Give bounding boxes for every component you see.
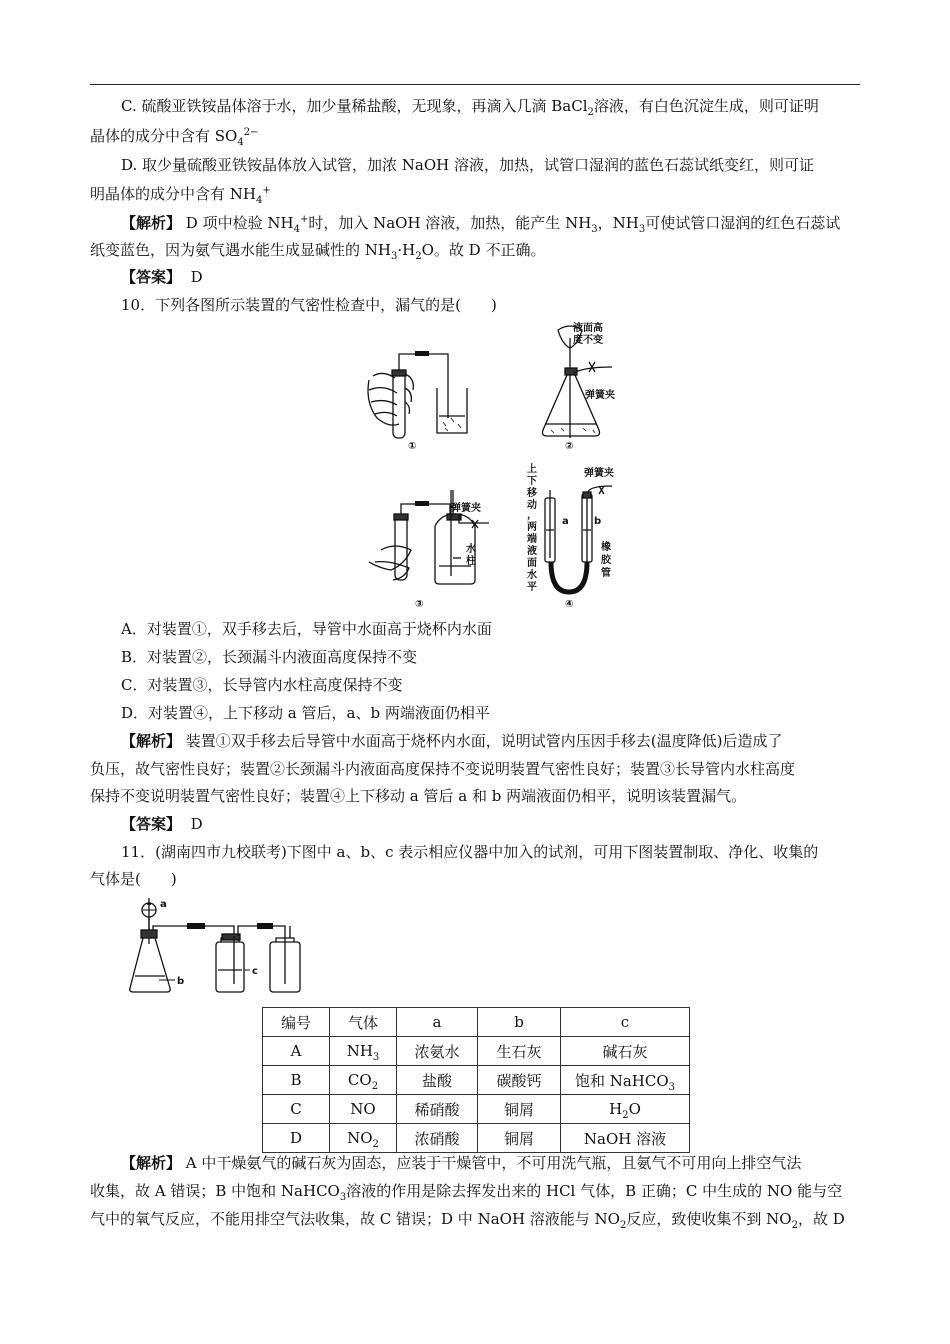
svg-text:端: 端 bbox=[527, 534, 537, 545]
q11-analysis-line1: 【解析】 A 中干燥氨气的碱石灰为固态，应装于干燥管中，不可用洗气瓶，且氨气不可用向上排空气法 bbox=[121, 1154, 802, 1172]
fig3-clip: 弹簧夹 bbox=[451, 503, 481, 514]
svg-text:水: 水 bbox=[527, 570, 537, 581]
svg-text:平: 平 bbox=[527, 582, 537, 593]
q11-stem-line1: 11．(湖南四市九校联考)下图中 a、b、c 表示相应仪器中加入的试剂，可用下图装置制取、净化、收集的 bbox=[121, 843, 819, 861]
q11-apparatus-figure bbox=[125, 896, 310, 998]
q9-analysis-line1: 【解析】 D 项中检验 $NH_4^+$时，加入 NaOH 溶液，加热，能产生 $NH_3$，$NH_3$可使试管口湿润的红色石蕊试 bbox=[121, 214, 841, 235]
fig4-rubber-text bbox=[601, 540, 612, 579]
table-row: A $NH_3$ 浓氨水 生石灰 碱石灰 bbox=[263, 1037, 690, 1066]
svg-text:胶: 胶 bbox=[601, 555, 611, 566]
svg-text:动: 动 bbox=[527, 500, 537, 511]
q11-fig-a: a bbox=[160, 899, 167, 910]
table-row: B $CO_2$ 盐酸 碳酸钙 饱和 NaHCO$_3$ bbox=[263, 1066, 690, 1095]
th-c: c bbox=[561, 1008, 690, 1037]
fig2-clip: 弹簧夹 bbox=[585, 390, 615, 401]
q10-stem: 10．下列各图所示装置的气密性检查中，漏气的是( ) bbox=[121, 296, 497, 314]
q10-option-a: A．对装置①，双手移去后，导管中水面高于烧杯内水面 bbox=[121, 620, 492, 638]
q10-analysis-line2: 负压，故气密性良好；装置②长颈漏斗内液面高度保持不变说明装置气密性良好；装置③长导管内水柱高度 bbox=[90, 760, 796, 778]
q11-options-table bbox=[262, 1007, 690, 1153]
q11-fig-b: b bbox=[177, 976, 185, 987]
fig1-label: ① bbox=[408, 441, 417, 452]
table-row: C NO 稀硝酸 铜屑 $H_2O$ bbox=[263, 1095, 690, 1124]
svg-text:，: ， bbox=[527, 510, 537, 521]
fig4-b: b bbox=[594, 516, 602, 527]
svg-text:两: 两 bbox=[527, 522, 537, 533]
q10-option-c: C．对装置③，长导管内水柱高度保持不变 bbox=[121, 676, 403, 694]
q10-analysis-line3: 保持不变说明装置气密性良好；装置④上下移动 a 管后 a 和 b 两端液面仍相平，说明该装置漏气。 bbox=[90, 787, 747, 805]
q11-analysis-line2: 收集，故 A 错误；B 中饱和 NaHCO$_3$溶液的作用是除去挥发出来的 HCl 气体，B 正确；C 中生成的 NO 能与空 bbox=[90, 1182, 843, 1203]
q11-analysis-line3: 气中的氧气反应，不能用排空气法收集，故 C 错误；D 中 NaOH 溶液能与 $NO_2$反应，致使收集不到 $NO_2$，故 D bbox=[90, 1210, 845, 1231]
q10-analysis-line1: 【解析】 装置①双手移去后导管中水面高于烧杯内水面，说明试管内压因手移去(温度降低)后造成了 bbox=[121, 732, 783, 750]
th-id: 编号 bbox=[263, 1008, 330, 1037]
q11-stem-line2: 气体是( ) bbox=[90, 870, 177, 888]
fig2-label: ② bbox=[565, 441, 574, 452]
fig2-note-1: 液面高 bbox=[573, 323, 603, 334]
svg-text:液: 液 bbox=[527, 546, 537, 557]
fig4-clip: 弹簧夹 bbox=[584, 468, 614, 479]
q9-option-c-line1: C. 硫酸亚铁铵晶体溶于水，加少量稀盐酸，无现象，再滴入几滴 BaCl$_2$溶液，有白色沉淀生成，则可证明 bbox=[121, 97, 819, 118]
table-header-row bbox=[263, 1008, 690, 1037]
svg-text:移: 移 bbox=[527, 488, 537, 499]
q10-option-b: B．对装置②，长颈漏斗内液面高度保持不变 bbox=[121, 648, 418, 666]
fig4-a: a bbox=[562, 516, 569, 527]
svg-text:面: 面 bbox=[527, 558, 537, 569]
q10-answer: 【答案】 D bbox=[121, 815, 203, 833]
fig4-label: ④ bbox=[565, 599, 574, 610]
header-rule bbox=[90, 84, 860, 85]
svg-text:下: 下 bbox=[527, 476, 537, 487]
svg-text:上: 上 bbox=[527, 464, 537, 475]
th-b: b bbox=[478, 1008, 561, 1037]
q9-answer: 【答案】 D bbox=[121, 268, 203, 286]
fig3-water-2: 柱 bbox=[466, 556, 476, 567]
q9-option-d-line2: 明晶体的成分中含有 $NH_4^+$ bbox=[90, 185, 271, 206]
q10-apparatus-figure bbox=[355, 318, 635, 610]
fig3-water-1: 水 bbox=[466, 544, 476, 555]
svg-text:管: 管 bbox=[601, 568, 611, 579]
th-gas: 气体 bbox=[330, 1008, 397, 1037]
fig3-label: ③ bbox=[415, 599, 424, 610]
fig4-move-text bbox=[526, 462, 538, 593]
table-row: D $NO_2$ 浓硝酸 铜屑 NaOH 溶液 bbox=[263, 1124, 690, 1153]
fig2-note-2: 度不变 bbox=[573, 335, 603, 346]
q9-option-c-line2: 晶体的成分中含有 $SO_4^{2-}$ bbox=[90, 127, 259, 148]
svg-text:橡: 橡 bbox=[601, 542, 611, 553]
q9-option-d-line1: D. 取少量硫酸亚铁铵晶体放入试管，加浓 NaOH 溶液，加热，试管口湿润的蓝色石蕊试纸变红，则可证 bbox=[121, 156, 815, 174]
th-a: a bbox=[397, 1008, 478, 1037]
q10-option-d: D．对装置④，上下移动 a 管后，a、b 两端液面仍相平 bbox=[121, 704, 490, 722]
q9-analysis-line2: 纸变蓝色，因为氨气遇水能生成显碱性的 $NH_3\cdot H_2O$。故 D 不正确。 bbox=[90, 241, 546, 262]
q11-fig-c: c bbox=[252, 966, 258, 977]
